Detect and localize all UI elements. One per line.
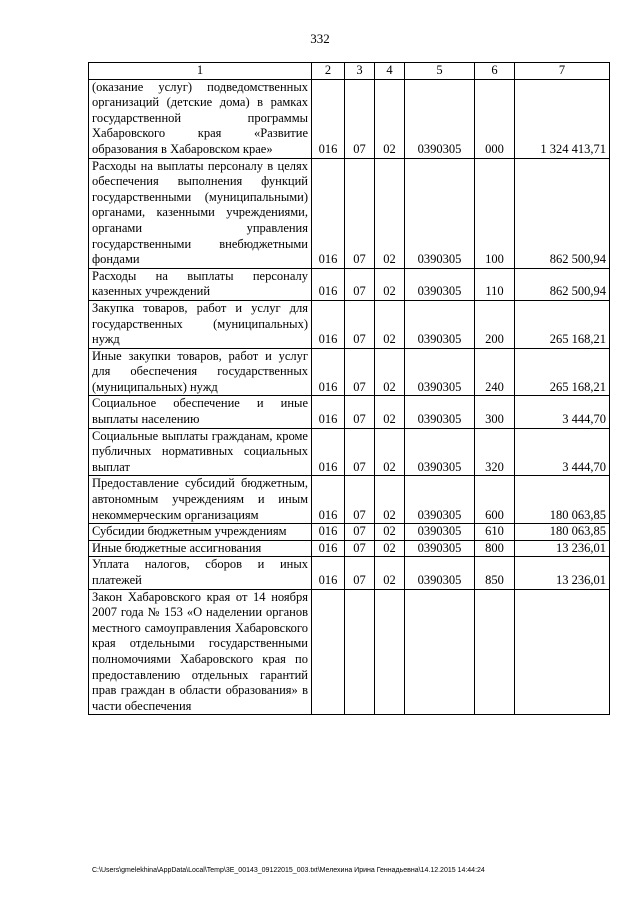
expense-type-code: 610 <box>475 524 515 541</box>
ministry-code: 016 <box>312 524 345 541</box>
expense-type-code <box>475 589 515 715</box>
row-description: Иные закупки товаров, работ и услуг для обеспечения государственных (муниципальных) нужд <box>89 348 312 396</box>
section-code: 07 <box>345 476 375 524</box>
ministry-code: 016 <box>312 300 345 348</box>
table-row <box>89 476 610 524</box>
amount: 180 063,85 <box>515 524 610 541</box>
section-code: 07 <box>345 348 375 396</box>
amount: 265 168,21 <box>515 348 610 396</box>
section-code <box>345 589 375 715</box>
amount: 3 444,70 <box>515 396 610 428</box>
expense-type-code: 320 <box>475 428 515 476</box>
table-row <box>89 524 610 541</box>
column-header: 3 <box>345 63 375 80</box>
section-code: 07 <box>345 540 375 557</box>
row-description: Закон Хабаровского края от 14 ноября 2007 года № 153 «О наделении органов местного самоуправления Хабаровского края отдельными государственными полномочиями Хабаровского края по предоставлению отдельных гарантий прав граждан в области образования» в части обеспечения <box>89 589 312 715</box>
ministry-code: 016 <box>312 428 345 476</box>
target-article-code: 0390305 <box>405 428 475 476</box>
amount: 13 236,01 <box>515 540 610 557</box>
section-code: 07 <box>345 268 375 300</box>
section-code: 07 <box>345 524 375 541</box>
row-description: Расходы на выплаты персоналу казенных учреждений <box>89 268 312 300</box>
row-description: Закупка товаров, работ и услуг для государственных (муниципальных) нужд <box>89 300 312 348</box>
subsection-code <box>375 589 405 715</box>
subsection-code: 02 <box>375 476 405 524</box>
table-row <box>89 428 610 476</box>
subsection-code: 02 <box>375 268 405 300</box>
page-number: 332 <box>310 31 330 46</box>
target-article-code: 0390305 <box>405 396 475 428</box>
subsection-code: 02 <box>375 79 405 158</box>
row-description: Иные бюджетные ассигнования <box>89 540 312 557</box>
ministry-code: 016 <box>312 348 345 396</box>
amount <box>515 589 610 715</box>
row-description: Социальные выплаты гражданам, кроме публичных нормативных социальных выплат <box>89 428 312 476</box>
column-header: 1 <box>89 63 312 80</box>
row-description: Расходы на выплаты персоналу в целях обеспечения выполнения функций государственными (муниципальными) органами, казенными учреждениями, органами управления государственными внебюджетными фондами <box>89 158 312 268</box>
expense-type-code: 000 <box>475 79 515 158</box>
table-row <box>89 589 610 715</box>
section-code: 07 <box>345 300 375 348</box>
row-description: Социальное обеспечение и иные выплаты населению <box>89 396 312 428</box>
row-description: (оказание услуг) подведомственных организаций (детские дома) в рамках государственной программы Хабаровского края «Развитие образования в Хабаровском крае» <box>89 79 312 158</box>
column-header: 4 <box>375 63 405 80</box>
table-row <box>89 348 610 396</box>
expense-type-code: 300 <box>475 396 515 428</box>
column-header: 2 <box>312 63 345 80</box>
table-row <box>89 396 610 428</box>
expense-type-code: 850 <box>475 557 515 589</box>
row-description: Субсидии бюджетным учреждениям <box>89 524 312 541</box>
amount: 3 444,70 <box>515 428 610 476</box>
column-header: 7 <box>515 63 610 80</box>
expense-type-code: 100 <box>475 158 515 268</box>
amount: 265 168,21 <box>515 300 610 348</box>
subsection-code: 02 <box>375 348 405 396</box>
subsection-code: 02 <box>375 396 405 428</box>
subsection-code: 02 <box>375 524 405 541</box>
expense-type-code: 600 <box>475 476 515 524</box>
subsection-code: 02 <box>375 540 405 557</box>
expense-type-code: 110 <box>475 268 515 300</box>
table-row <box>89 158 610 268</box>
ministry-code: 016 <box>312 476 345 524</box>
file-path-footer: C:\Users\gmelekhina\AppData\Local\Temp\3E_00143_09122015_003.txt\Мелехина Ирина Геннадьевна\14.12.2015 14:44:24 <box>92 867 485 874</box>
amount: 862 500,94 <box>515 268 610 300</box>
amount: 180 063,85 <box>515 476 610 524</box>
row-description: Предоставление субсидий бюджетным, автономным учреждениям и иным некоммерческим организациям <box>89 476 312 524</box>
ministry-code <box>312 589 345 715</box>
ministry-code: 016 <box>312 268 345 300</box>
row-description: Уплата налогов, сборов и иных платежей <box>89 557 312 589</box>
amount: 13 236,01 <box>515 557 610 589</box>
column-header: 6 <box>475 63 515 80</box>
table-row <box>89 79 610 158</box>
ministry-code: 016 <box>312 79 345 158</box>
table-row <box>89 557 610 589</box>
target-article-code: 0390305 <box>405 540 475 557</box>
target-article-code: 0390305 <box>405 79 475 158</box>
target-article-code <box>405 589 475 715</box>
section-code: 07 <box>345 79 375 158</box>
target-article-code: 0390305 <box>405 158 475 268</box>
target-article-code: 0390305 <box>405 476 475 524</box>
expense-type-code: 240 <box>475 348 515 396</box>
ministry-code: 016 <box>312 557 345 589</box>
table-row <box>89 268 610 300</box>
ministry-code: 016 <box>312 540 345 557</box>
expense-type-code: 800 <box>475 540 515 557</box>
expense-type-code: 200 <box>475 300 515 348</box>
ministry-code: 016 <box>312 158 345 268</box>
table-row <box>89 300 610 348</box>
amount: 1 324 413,71 <box>515 79 610 158</box>
table-row <box>89 540 610 557</box>
subsection-code: 02 <box>375 300 405 348</box>
section-code: 07 <box>345 428 375 476</box>
target-article-code: 0390305 <box>405 524 475 541</box>
column-header: 5 <box>405 63 475 80</box>
header-row <box>89 63 610 80</box>
target-article-code: 0390305 <box>405 557 475 589</box>
subsection-code: 02 <box>375 428 405 476</box>
target-article-code: 0390305 <box>405 348 475 396</box>
section-code: 07 <box>345 158 375 268</box>
subsection-code: 02 <box>375 158 405 268</box>
subsection-code: 02 <box>375 557 405 589</box>
budget-table <box>88 62 610 715</box>
section-code: 07 <box>345 557 375 589</box>
amount: 862 500,94 <box>515 158 610 268</box>
ministry-code: 016 <box>312 396 345 428</box>
target-article-code: 0390305 <box>405 268 475 300</box>
target-article-code: 0390305 <box>405 300 475 348</box>
section-code: 07 <box>345 396 375 428</box>
